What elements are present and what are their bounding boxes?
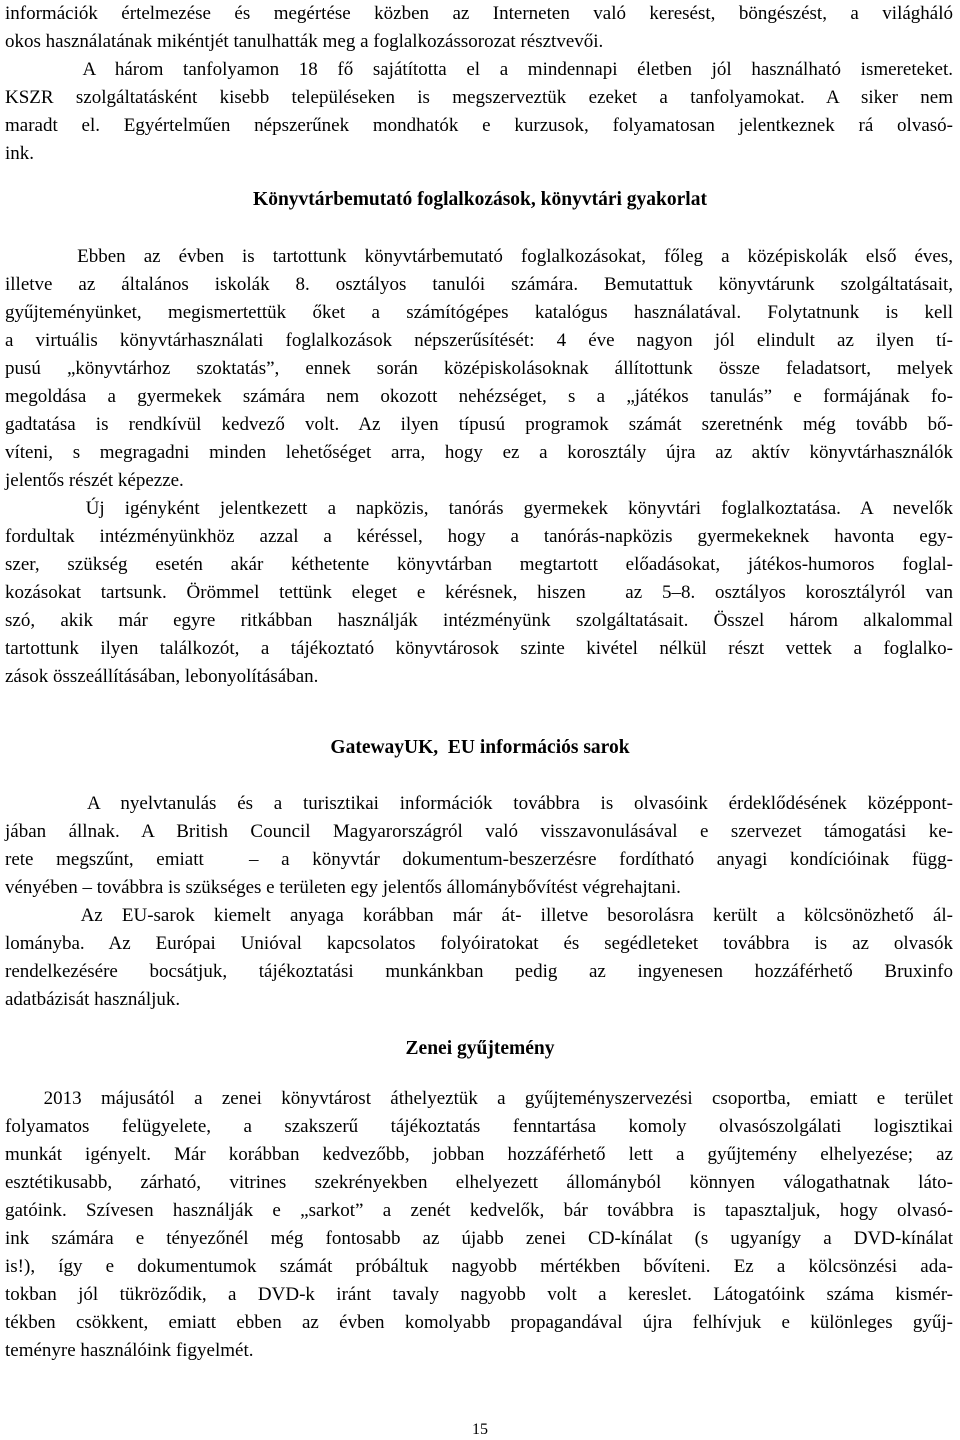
text-line: esztétikusabb, zárható, vitrines szekrényekben elhelyezett állományból könnyen válogathatnak láto- [5,1172,953,1193]
text-line: gatóink. Szívesen használják e „sarkot” a zenét kedvelők, bár továbbra is tapasztaljuk, hogy olvasó- [5,1200,953,1221]
text-line: teményre használóink figyelmét. [5,1340,254,1361]
text-line: 2013 májusától a zenei könyvtárost áthelyeztük a gyűjteményszervezési csoportba, emiatt e terület [5,1088,953,1109]
text-line: tékben csökkent, emiatt ebben az évben komolyabb propagandával újra felhívjuk e különleges gyűj- [5,1312,953,1333]
text-line: Új igényként jelentkezett a napközis, tanórás gyermekek könyvtári foglalkoztatása. A nevelők [5,498,953,519]
text-line: Az EU-sarok kiemelt anyaga korábban már át- illetve besorolásra került a kölcsönözhető ál- [5,905,953,926]
section3-body [5,1085,953,1365]
text-line: rendelkezésére bocsátjuk, tájékoztatási munkánkban pedig az ingyenesen hozzáférhető Bruxinfo [5,961,953,982]
text-line: ink. [5,143,35,164]
text-line: jelentős részét képezze. [5,470,184,491]
text-line: fordultak intézményünkhöz azzal a kéréssel, hogy a tanórás-napközis gyermekeknek havonta egy- [5,526,953,547]
text-line: zások összeállításában, lebonyolításában. [5,666,319,687]
text-line: vényében – továbbra is szükséges e területen egy jelentős állománybővítést végrehajtani. [5,877,681,898]
text-line: is!), így e dokumentumok számát próbáltuk nagyobb mértékben bővíteni. Ez a kölcsönzési ada- [5,1256,953,1277]
text-line: okos használatának mikéntjét tanulhatták meg a foglalkozássorozat résztvevői. [5,31,604,52]
text-line: gadtatása is rendkívül kedvező volt. Az ilyen típusú programok számát szeretnénk még tovább bő- [5,414,953,435]
text-line: illetve az általános iskolák 8. osztályos tanulói számára. Bemutattuk könyvtárunk szolgáltatásait, [5,274,953,295]
section-heading-zenei: Zenei gyűjtemény [405,1038,555,1059]
text-line: ink számára e tényezőnél még fontosabb az újabb zenei CD-kínálat (s ugyanígy a DVD-kínálat [5,1228,953,1249]
text-line: kozásokat tartsunk. Örömmel tettünk eleget e kérésnek, hiszen az 5–8. osztályos korosztályról van [5,582,953,603]
text-line: információk értelmezése és megértése közben az Interneten való keresést, böngészést, a világháló [5,3,953,24]
text-line: KSZR szolgáltatásként kisebb településeken is megszerveztük ezeket a tanfolyamokat. A siker nem [5,87,953,108]
text-line: lományba. Az Európai Unióval kapcsolatos folyóiratokat és segédleteket továbbra is az olvasók [5,933,953,954]
text-line: maradt el. Egyértelműen népszerűnek mondhatók e kurzusok, folyamatosan jelentkeznek rá olvasó- [5,115,953,136]
section-heading-konyvtarbemutato: Könyvtárbemutató foglalkozások, könyvtári gyakorlat [253,189,707,210]
text-line: tartottunk ilyen találkozót, a tájékoztató könyvtárosok szinte kivétel nélkül részt vettek a foglalko- [5,638,953,659]
text-line: jában állnak. A British Council Magyarországról való visszavonulásával e szervezet támogatási ke- [5,821,953,842]
text-line: szó, akik már egyre ritkábban használják intézményünk szolgáltatásait. Összel három alkalommal [5,610,953,631]
text-line: víteni, s megragadni minden lehetőséget arra, hogy ez a korosztály újra az aktív könyvtárhasználók [5,442,953,463]
text-line: tokban jól tükröződik, a DVD-k iránt tavaly nagyobb volt a kereslet. Látogatóink száma kismér- [5,1284,953,1305]
text-line: pusú „könyvtárhoz szoktatás”, ennek során középiskolásoknak állítottunk össze feladatsort, melyek [5,358,953,379]
text-line: A három tanfolyamon 18 fő sajátította el a mindennapi életben jól használható ismereteket. [5,59,953,80]
section-heading-gatewayuk: GatewayUK, EU információs sarok [330,737,630,758]
intro-paragraph [5,0,953,168]
section1-body [5,243,953,691]
text-line: megoldása a gyermekek számára nem okozott nehézséget, s a „játékos tanulás” e formájának fo- [5,386,953,407]
text-line: A nyelvtanulás és a turisztikai információk továbbra is olvasóink érdeklődésének középpont- [5,793,953,814]
text-line: a virtuális könyvtárhasználati foglalkozások népszerűsítését: 4 éve nagyon jól elindult az ilyen tí- [5,330,953,351]
text-line: rete megszűnt, emiatt – a könyvtár dokumentum-beszerzésre fordítható anyagi kondícióinak függ- [5,849,953,870]
text-line: szer, szükség esetén akár kéthetente könyvtárban megtartott előadásokat, játékos-humoros foglal- [5,554,953,575]
text-line: Ebben az évben is tartottunk könyvtárbemutató foglalkozásokat, főleg a középiskolák első éves, [5,246,953,267]
page-number: 15 [472,1421,488,1438]
text-line: gyűjteményünket, megismertettük őket a számítógépes katalógus használatával. Folytatnunk is kell [5,302,953,323]
section2-body [5,790,953,1014]
text-line: folyamatos felügyelete, a szakszerű tájékoztatás fenntartása komoly olvasószolgálati logisztikai [5,1116,953,1137]
text-line: munkát igényelt. Már korábban kedvezőbb, jobban hozzáférhető lett a gyűjtemény elhelyezése; az [5,1144,953,1165]
text-line: adatbázisát használjuk. [5,989,181,1010]
